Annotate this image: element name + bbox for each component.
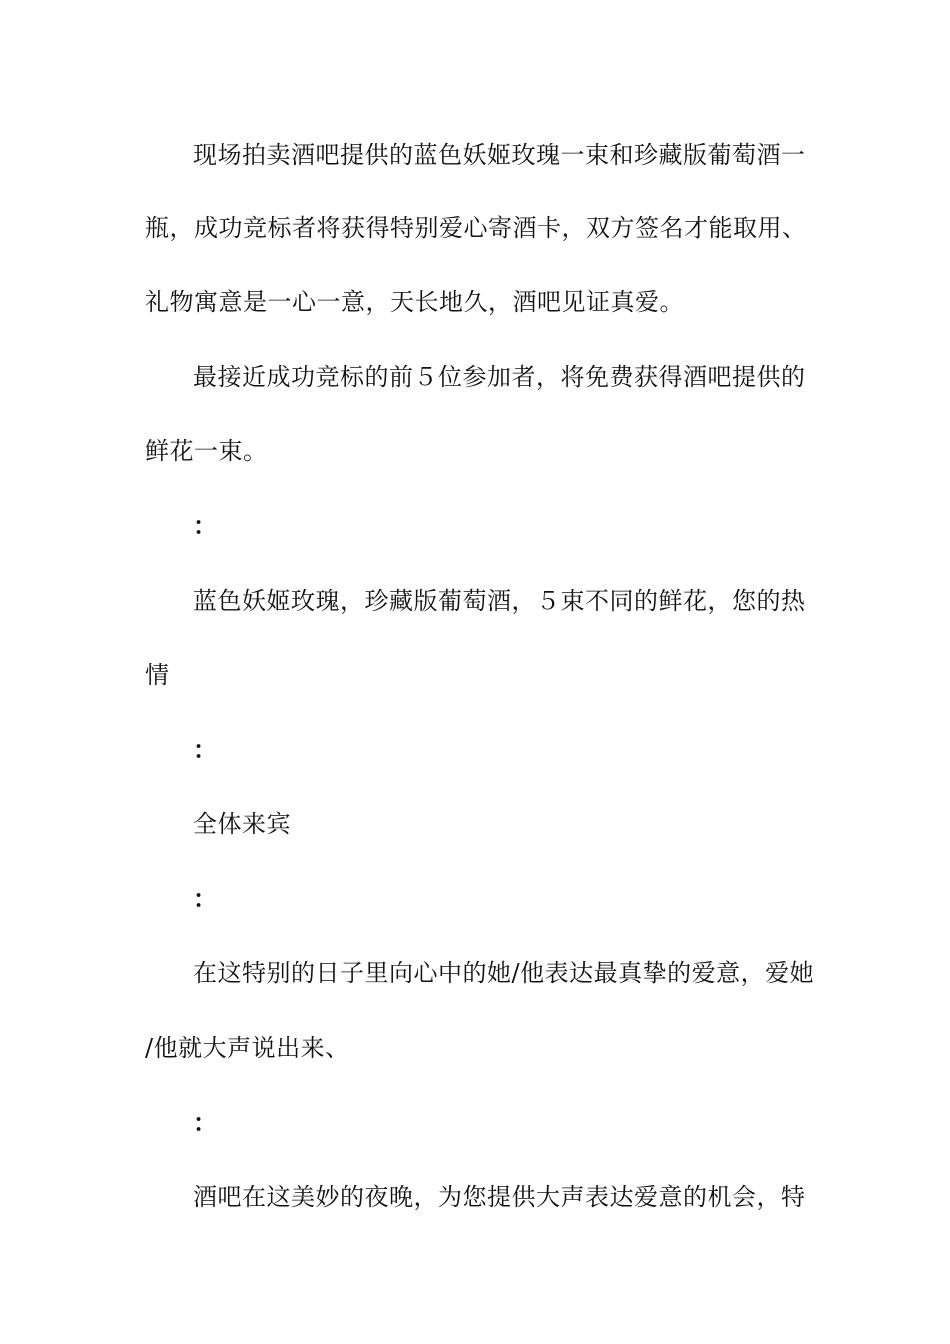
paragraph-line: 情 (145, 661, 170, 689)
section-colon: ： (193, 735, 218, 764)
paragraph-line: 现场拍卖酒吧提供的蓝色妖姬玫瑰一束和珍藏版葡萄酒一 (193, 141, 806, 169)
paragraph-line: 全体来宾 (193, 810, 291, 838)
paragraph-line: 最接近成功竞标的前５位参加者，将免费获得酒吧提供的 (193, 363, 806, 391)
section-colon: ： (193, 511, 218, 540)
paragraph-line: 瓶，成功竞标者将获得特别爱心寄酒卡，双方签名才能取用、 (145, 214, 807, 242)
paragraph-line: /他就大声说出来、 (145, 1034, 350, 1062)
paragraph-line: 鲜花一束。 (145, 437, 268, 465)
section-colon: ： (193, 884, 218, 913)
paragraph-line: 在这特别的日子里向心中的她/他表达最真挚的爱意，爱她 (193, 959, 815, 987)
section-colon: ： (193, 1108, 218, 1137)
paragraph-line: 酒吧在这美妙的夜晚，为您提供大声表达爱意的机会，特 (193, 1183, 806, 1211)
paragraph-line: 礼物寓意是一心一意，天长地久，酒吧见证真爱。 (145, 288, 684, 316)
paragraph-line: 蓝色妖姬玫瑰，珍藏版葡萄酒，５束不同的鲜花，您的热 (193, 587, 806, 615)
